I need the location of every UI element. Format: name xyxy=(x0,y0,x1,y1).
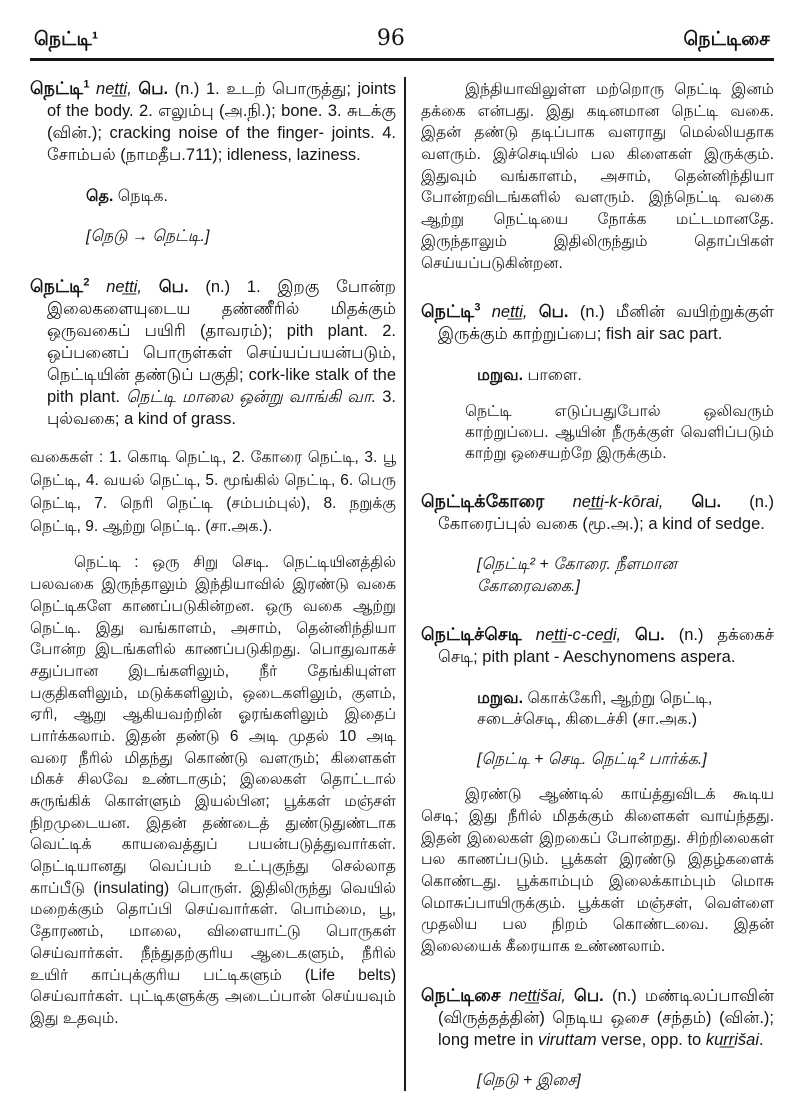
part-of-speech: பெ. xyxy=(538,303,569,322)
transliteration: net̲t̲i, xyxy=(106,278,143,297)
headword-superscript: 1 xyxy=(83,78,90,91)
dictionary-entry-netticcedi xyxy=(421,623,774,669)
entry-body: (n.) 1. இறகு போன்ற இலைகளையுடைய தண்ணீரில் மிதக்கும் ஒருவகைப் பயிரி (தாவரம்); pith plant. 2. ஒப்பனைப் பொருள்கள் செய்யப்பயன்படும், நெட்டியின் தண்டுப் பகுதி; cork-like stalk of the pith plant. xyxy=(47,278,396,406)
usage-quote: நெட்டி மாலை ஒன்று வாங்கி வா. xyxy=(126,387,377,406)
etymology: [நெட்டி + செடி. நெட்டி² பார்க்க.] xyxy=(477,750,707,768)
synonym-text: பாளை. xyxy=(527,367,582,385)
italic-term: viruttam xyxy=(537,1030,597,1049)
headword-superscript: 3 xyxy=(474,301,481,314)
entry-body: (n.) தக்கைச் செடி; pith plant - Aeschynomens aspera. xyxy=(438,626,774,667)
part-of-speech: பெ. xyxy=(138,80,169,98)
synonym-line xyxy=(477,689,757,731)
entry-body: (n.) மீனின் வயிற்றுக்குள் இருக்கும் காற்றுப்பை; fish air sac part. xyxy=(438,303,774,344)
transliteration: net̲t̲i, xyxy=(96,80,132,98)
italic-term: kur̲r̲išai xyxy=(705,1030,759,1049)
page-header xyxy=(30,26,774,53)
entry-body: (n.) மண்டிலப்பாவின் (விருத்தத்தின்) நெடிய ஒசை (சந்தம்) (வின்.); long metre in xyxy=(438,986,774,1049)
transliteration: net̲t̲i-k-kōrai, xyxy=(572,493,664,512)
right-column xyxy=(406,77,774,1091)
entry-body: . xyxy=(759,1030,764,1049)
page-number: 96 xyxy=(376,26,405,51)
header-rule xyxy=(30,58,774,61)
headword: நெட்டி xyxy=(30,276,84,297)
synonym-line xyxy=(477,366,774,387)
entry-body: (n.) 1. உடற் பொருத்து; joints of the body. 2. எலும்பு (அ.நி.); bone. 3. சுடக்கு (வின்.); cracking noise of the finger- joints. 4. சோம்பல் (நாமதீப.711); idleness, laziness. xyxy=(47,80,396,164)
transliteration: net̲t̲i-c-ced̲i, xyxy=(535,626,622,645)
part-of-speech: பெ. xyxy=(574,986,604,1005)
running-head-right: நெட்டிசை xyxy=(683,29,770,50)
transliteration: net̲t̲išai, xyxy=(508,986,566,1005)
description-paragraph: இரண்டு ஆண்டில் காய்த்துவிடக் கூடிய செடி; இது நீரில் மிதக்கும் கிளைகள் வாய்ந்தது. இதன் இலைகள் இறகைப் போன்றது. சிற்றிலைகள் பல காணப்படும். பூக்கள் இரண்டு இதழ்களைக் கொண்டது. பூக்காம்பும் இலைக்காம்பும் மொசு மொசுப்பாயிருக்கும். பூக்கள் மஞ்சள், வெள்ளை முதலிய பல நிறம் கொண்டவை. இதன் இலையைக் கீரையாக உண்ணலாம். xyxy=(421,786,774,956)
entry-body: 3. புல்வகை; a kind of grass. xyxy=(47,387,396,428)
running-head-left: நெட்டி¹ xyxy=(34,29,99,50)
dictionary-entry-netti-3 xyxy=(421,300,774,346)
headword: நெட்டிச்செடி xyxy=(421,624,522,645)
left-column xyxy=(30,77,396,1091)
dictionary-entry-nettikkorai xyxy=(421,490,774,536)
etymology: [நெடு + இசை] xyxy=(477,1071,581,1089)
headword: நெட்டிசை xyxy=(421,984,501,1005)
dictionary-entry-nettisai xyxy=(421,984,774,1052)
part-of-speech: பெ. xyxy=(158,278,189,297)
transliteration: net̲t̲i, xyxy=(491,303,528,322)
synonym-label: மறுவ. xyxy=(477,690,524,708)
synonym-text: கொக்கேரி, ஆற்று நெட்டி, சடைச்செடி, கிடைச்சி (சா.அக.) xyxy=(477,690,713,728)
headword-superscript: 2 xyxy=(83,276,90,289)
synonym-label: மறுவ. xyxy=(477,367,524,385)
dialect-label: தெ. xyxy=(86,187,114,205)
varieties-list: வகைகள் : 1. கொடி நெட்டி, 2. கோரை நெட்டி, 3. பூ நெட்டி, 4. வயல் நெட்டி, 5. மூங்கில் நெட்டி, 6. பெரு நெட்டி, 7. நெரி நெட்டி (சம்பம்புல்), 8. நறுக்கு நெட்டி, 9. ஆற்று நெட்டி. (சா.அக.). xyxy=(30,448,396,535)
dictionary-entry-netti-2 xyxy=(30,275,396,431)
headword: நெட்டி xyxy=(421,301,475,322)
usage-note: நெட்டி எடுப்பதுபோல் ஒலிவரும் காற்றுப்பை. ஆயின் நீருக்குள் வெளிப்படும் காற்று ஒசையற்றே இருக்கும். xyxy=(465,402,774,463)
etymology: [நெட்டி² + கோரை. நீளமான கோரைவகை.] xyxy=(477,555,677,595)
etymology: [நெடு → நெட்டி.] xyxy=(86,227,210,245)
dialect-text: நெடிக. xyxy=(117,187,168,205)
description-paragraph: நெட்டி : ஒரு சிறு செடி. நெட்டியினத்தில் பலவகை இருந்தாலும் இந்தியாவில் இரண்டு வகை நெட்டிகளே காணப்படுகின்றன. ஒரு வகை ஆற்று நெட்டி. இது வங்காளம், அசாம், தென்னிந்தியா போன்ற இடங்களில் காணப்படுகிறது. பொதுவாகச் சதுப்பான இடங்களிலும், நீர் தேங்கியுள்ள பகுதிகளிலும், மடுக்களிலும், ஒடைகளிலும், குளம், ஏரி, ஆறு ஆகியவற்றின் ஓரங்களிலும் இதைப் பார்க்கலாம். இதன் தண்டு 6 அடி முதல் 10 அடி வரை நீரில் மிதந்து கொண்டு வளரும்; கிளைகள் மிகச் சிலவே உண்டாகும்; இலைகள் தொட்டால் சுருங்கிக் கொள்ளும் இயல்பின; பூக்கள் மஞ்சள் நிறமுடையன. இதன் தண்டைத் துண்டுதுண்டாக வெட்டிக் காயவைத்துப் பயன்படுத்துவார்கள். நெட்டியானது வெப்பம் உட்புகுந்து செல்லாத காப்பீடு (insulating) பொருள். இதிலிருந்து வெயில் மறைக்கும் தொப்பி செய்வார்கள். பொம்மை, பூ, தோரணம், மாலை, விளையாட்டு பொருகள் செய்வார்கள். நீந்துதற்குரிய ஆடைகளும், நீரில் உயிர் காப்புக்குரிய பட்டிகளும் (Life belts) செய்வார்கள். புட்டிகளுக்கு அடைப்பான் செய்யவும் இது உதவும். xyxy=(30,554,396,1027)
two-column-body xyxy=(30,77,774,1091)
entry-body: (n.) கோரைப்புல் வகை (மூ.அ.); a kind of sedge. xyxy=(438,493,774,534)
part-of-speech: பெ. xyxy=(691,493,722,512)
part-of-speech: பெ. xyxy=(635,626,665,645)
description-paragraph: இந்தியாவிலுள்ள மற்றொரு நெட்டி இனம் தக்கை என்பது. இது கடினமான நெட்டி வகை. இதன் தண்டு தடிப்பாக வளராது மெல்லியதாக வளரும். இச்செடியில் பல கிளைகள் இருக்கும். இதுவும் வங்காளம், அசாம், தென்னிந்தியா போன்றவிடங்களில் வளரும். இந்நெட்டி வகை ஆற்று நெட்டியை நோக்க மட்டமானதே. இருந்தாலும் இதிலிருந்தும் தொப்பிகள் செய்யப்படுகின்றன. xyxy=(421,81,774,272)
dialect-line xyxy=(86,187,396,208)
headword: நெட்டி xyxy=(30,78,84,98)
headword: நெட்டிக்கோரை xyxy=(421,491,545,512)
entry-body: verse, opp. to xyxy=(596,1030,706,1049)
dictionary-entry-netti-1 xyxy=(30,77,396,167)
